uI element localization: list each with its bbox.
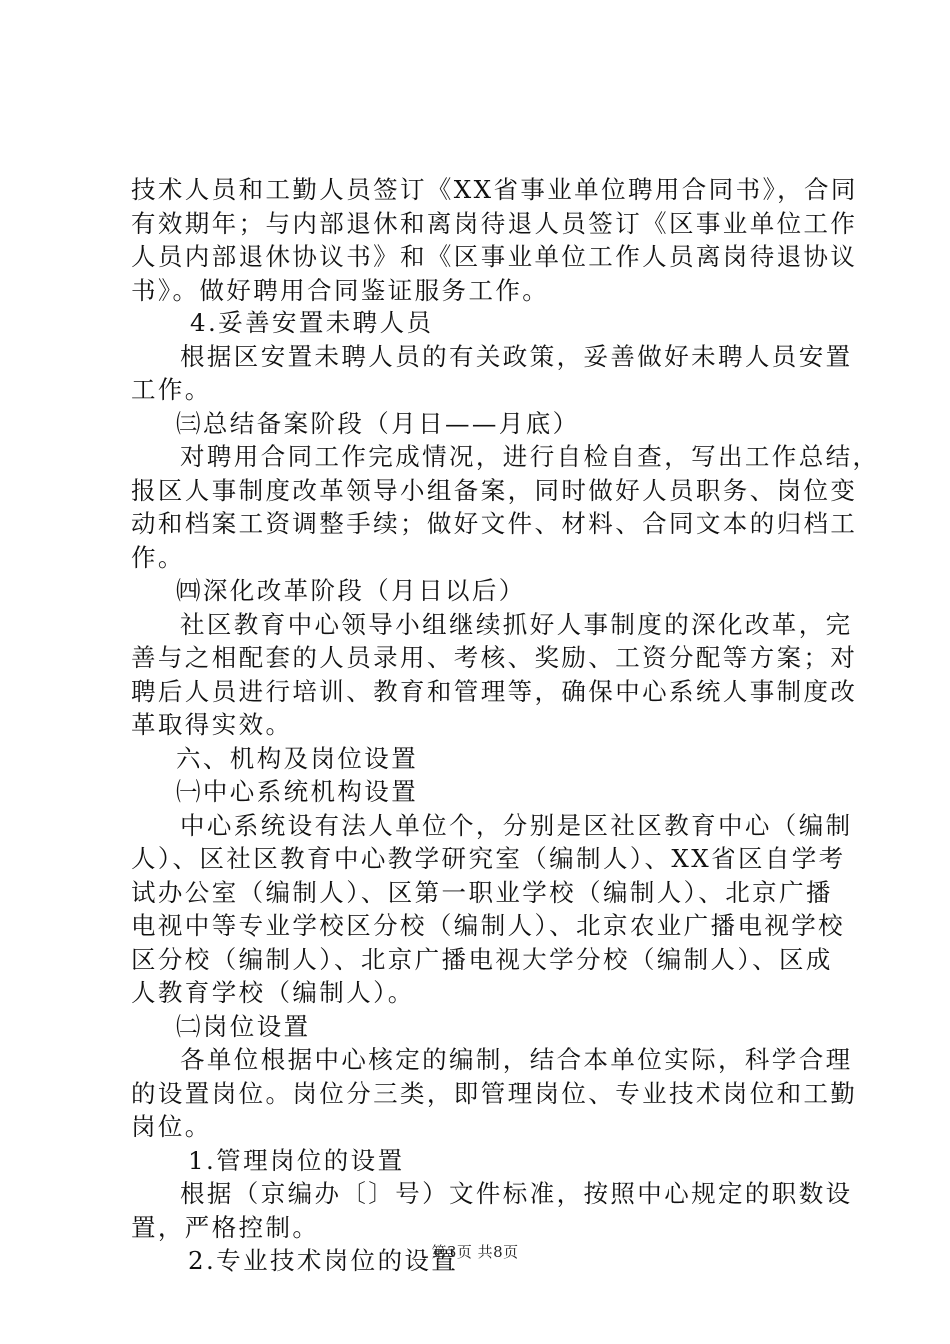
subheading: 1.管理岗位的设置 [188, 1146, 405, 1175]
body-line: 人）、区社区教育中心教学研究室（编制人）、XX省区自学考 [131, 844, 846, 873]
body-line: 书》。做好聘用合同鉴证服务工作。 [131, 276, 550, 305]
body-line: 社区教育中心领导小组继续抓好人事制度的深化改革，完 [180, 610, 853, 639]
body-line: 工作。 [131, 375, 212, 404]
body-line: 各单位根据中心核定的编制，结合本单位实际，科学合理 [180, 1045, 853, 1074]
body-line: 根据（京编办〔〕号）文件标准，按照中心规定的职数设 [180, 1179, 853, 1208]
body-line: 善与之相配套的人员录用、考核、奖励、工资分配等方案；对 [131, 643, 858, 672]
section-heading: ㈡岗位设置 [176, 1012, 311, 1041]
body-line: 岗位。 [131, 1112, 212, 1141]
subheading: 4.妥善安置未聘人员 [190, 308, 434, 337]
body-line: 置，严格控制。 [131, 1213, 320, 1242]
body-line: 聘后人员进行培训、教育和管理等，确保中心系统人事制度改 [131, 677, 858, 706]
body-line: 革取得实效。 [131, 710, 293, 739]
body-line: 技术人员和工勤人员签订《XX省事业单位聘用合同书》，合同 [131, 175, 858, 204]
body-line: 根据区安置未聘人员的有关政策，妥善做好未聘人员安置 [180, 342, 853, 371]
body-line: 作。 [131, 543, 185, 572]
body-line: 电视中等专业学校区分校（编制人）、北京农业广播电视学校 [131, 911, 846, 940]
body-line: 有效期年；与内部退休和离岗待退人员签订《区事业单位工作 [131, 209, 858, 238]
body-line: 人员内部退休协议书》和《区事业单位工作人员离岗待退协议 [131, 242, 858, 271]
section-heading: 六、机构及岗位设置 [176, 744, 419, 773]
section-heading: ㈢总结备案阶段（月日——月底） [176, 409, 580, 438]
body-line: 中心系统设有法人单位个，分别是区社区教育中心（编制 [180, 811, 853, 840]
section-heading: ㈠中心系统机构设置 [176, 777, 419, 806]
body-line: 报区人事制度改革领导小组备案，同时做好人员职务、岗位变 [131, 476, 858, 505]
body-line: 动和档案工资调整手续；做好文件、材料、合同文本的归档工 [131, 509, 858, 538]
body-line: 区分校（编制人）、北京广播电视大学分校（编制人）、区成 [131, 945, 833, 974]
section-heading: ㈣深化改革阶段（月日以后） [176, 576, 526, 605]
body-line: 对聘用合同工作完成情况，进行自检自查，写出工作总结， [180, 442, 880, 471]
subheading: 2.专业技术岗位的设置 [188, 1246, 459, 1275]
body-line: 人教育学校（编制人）。 [131, 978, 415, 1007]
body-line: 的设置岗位。岗位分三类，即管理岗位、专业技术岗位和工勤 [131, 1079, 858, 1108]
body-line: 试办公室（编制人）、区第一职业学校（编制人）、北京广播 [131, 878, 833, 907]
page-footer: 第3页 共8页 [431, 1243, 519, 1261]
